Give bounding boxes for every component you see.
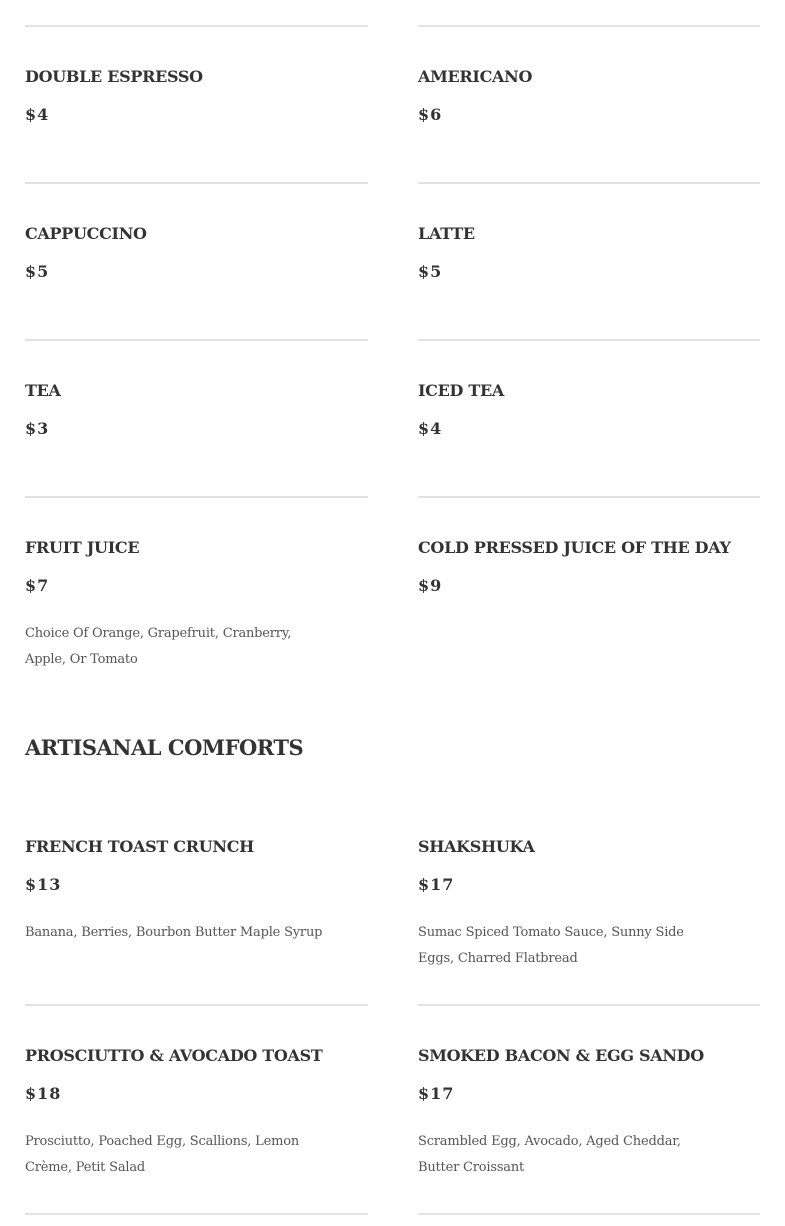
divider [418, 1004, 760, 1006]
menu-item-price: $4 [25, 105, 50, 124]
menu-item-name: ICED TEA [418, 381, 504, 400]
menu-item-name: CAPPUCCINO [25, 224, 147, 243]
menu-item-price: $6 [418, 105, 443, 124]
divider [25, 1213, 368, 1215]
menu-item-name: COLD PRESSED JUICE OF THE DAY [418, 538, 731, 557]
menu-item-name: PROSCIUTTO & AVOCADO TOAST [25, 1046, 323, 1065]
divider [25, 182, 368, 184]
menu-item-name: FRENCH TOAST CRUNCH [25, 837, 254, 856]
divider [25, 25, 368, 27]
divider [25, 1004, 368, 1006]
menu-item-price: $17 [418, 875, 455, 894]
menu-item-price: $5 [25, 262, 50, 281]
menu-item-description: Prosciutto, Poached Egg, Scallions, Lemon Crème, Petit Salad [25, 1134, 300, 1175]
menu-item-description: Sumac Spiced Tomato Sauce, Sunny Side Eggs, Charred Flatbread [418, 925, 684, 966]
menu-item-description: Banana, Berries, Bourbon Butter Maple Syrup [25, 925, 323, 940]
divider [25, 339, 368, 341]
divider [418, 25, 760, 27]
menu-item-name: SMOKED BACON & EGG SANDO [418, 1046, 704, 1065]
menu-item-price: $4 [418, 419, 443, 438]
divider [418, 339, 760, 341]
menu-item-price: $13 [25, 875, 62, 894]
menu-item-name: FRUIT JUICE [25, 538, 140, 557]
menu-item-price: $9 [418, 576, 443, 595]
divider [418, 182, 760, 184]
divider [418, 496, 760, 498]
menu-item-price: $18 [25, 1084, 62, 1103]
menu-item-description: Scrambled Egg, Avocado, Aged Cheddar, Butter Croissant [418, 1134, 681, 1175]
menu-item-name: TEA [25, 381, 61, 400]
menu-item-price: $3 [25, 419, 50, 438]
section-heading: ARTISANAL COMFORTS [25, 735, 304, 760]
menu-item-price: $5 [418, 262, 443, 281]
menu-item-name: DOUBLE ESPRESSO [25, 67, 203, 86]
divider [418, 1213, 760, 1215]
menu-item-price: $17 [418, 1084, 455, 1103]
menu-item-name: LATTE [418, 224, 475, 243]
menu-item-name: SHAKSHUKA [418, 837, 535, 856]
menu-item-description: Choice Of Orange, Grapefruit, Cranberry, Apple, Or Tomato [25, 626, 292, 667]
divider [25, 496, 368, 498]
menu-item-price: $7 [25, 576, 50, 595]
menu-item-name: AMERICANO [418, 67, 533, 86]
